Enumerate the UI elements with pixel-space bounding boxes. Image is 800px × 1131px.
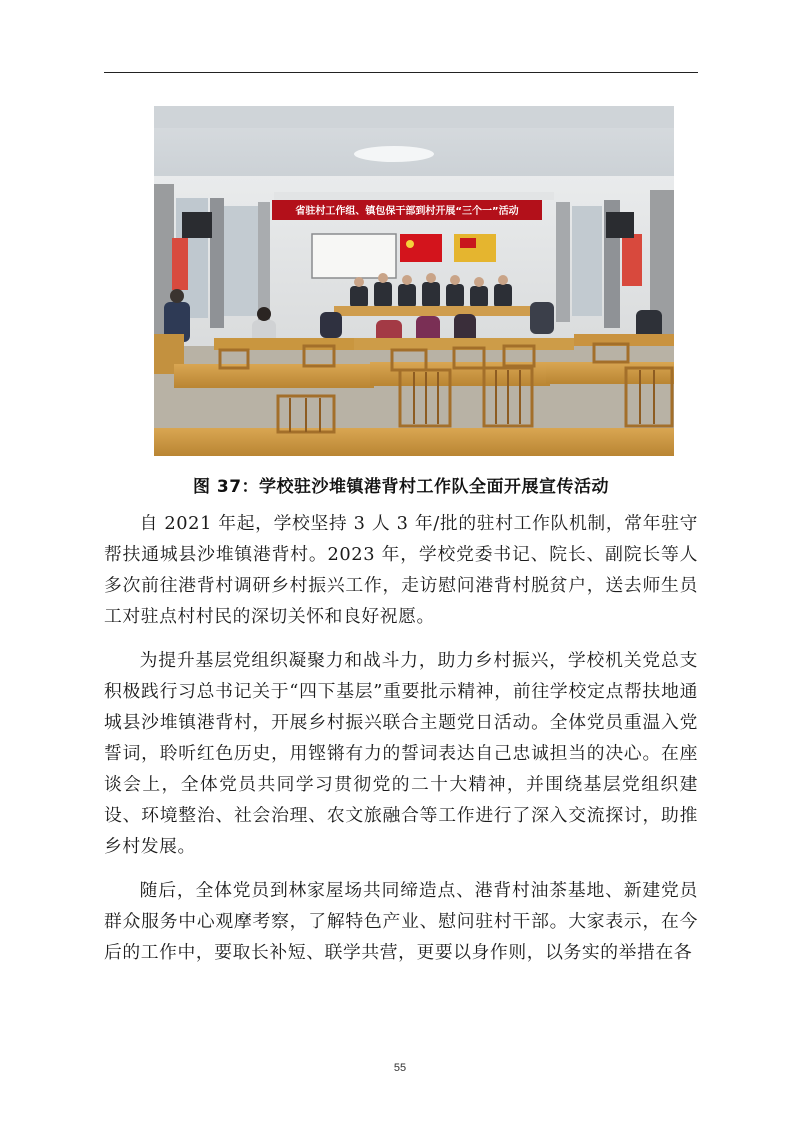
paragraph-1: 自 2021 年起，学校坚持 3 人 3 年/批的驻村工作队机制，常年驻守帮扶通城县沙堆镇港背村。2023 年，学校党委书记、院长、副院长等人多次前往港背村调研乡村振兴工作，走访慰问港背村脱贫户，送去师生员工对驻点村村民的深切关怀和良好祝愿。 [104, 513, 698, 627]
paragraph-3: 随后，全体党员到林家屋场共同缔造点、港背村油茶基地、新建党员群众服务中心观摩考察，了解特色产业、慰问驻村干部。大家表示，在今后的工作中，要取长补短、联学共营，更要以身作则，以务实的举措在各 [104, 880, 698, 963]
header-rule [104, 72, 698, 73]
body-text [104, 508, 698, 981]
paragraph-2: 为提升基层党组织凝聚力和战斗力，助力乡村振兴，学校机关党总支积极践行习总书记关于“四下基层”重要批示精神，前往学校定点帮扶地通城县沙堆镇港背村，开展乡村振兴联合主题党日活动。全体党员重温入党誓词，聆听红色历史，用铿锵有力的誓词表达自己忠诚担当的决心。在座谈会上，全体党员共同学习贯彻党的二十大精神，并围绕基层党组织建设、环境整治、社会治理、农文旅融合等工作进行了深入交流探讨，助推乡村发展。 [104, 650, 698, 857]
meeting-photo [154, 106, 674, 456]
page-number: 55 [393, 1062, 407, 1074]
figure-caption: 图 37：学校驻沙堆镇港背村工作队全面开展宣传活动 [192, 477, 610, 497]
banner-text: 省驻村工作组、镇包保干部到村开展“三个一”活动 [295, 206, 519, 217]
